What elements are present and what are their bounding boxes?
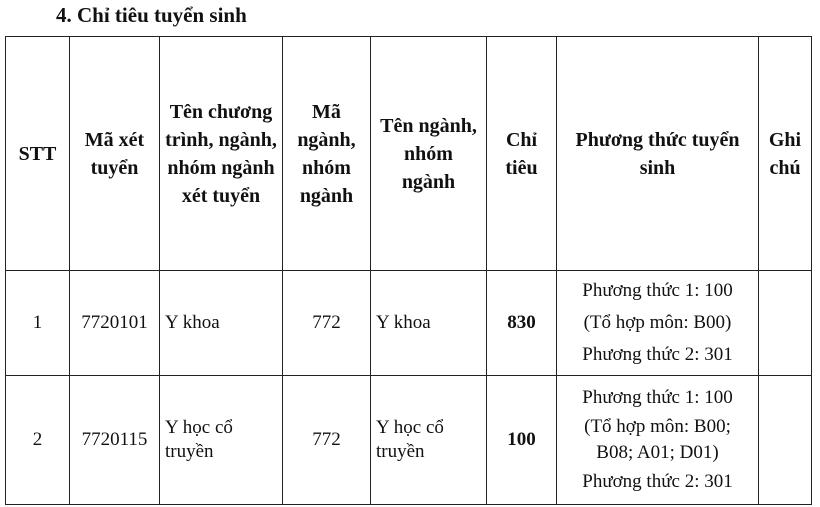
method-line: Phương thức 1: 100 — [582, 387, 733, 408]
header-ma-nganh: Mã ngành, nhóm ngành — [283, 37, 371, 271]
method-line: B08; A01; D01) — [596, 442, 719, 463]
method-line: (Tổ hợp môn: B00) — [583, 312, 732, 333]
cell-ghi-chu — [759, 376, 812, 505]
header-phuong-thuc: Phương thức tuyển sinh — [557, 37, 759, 271]
method-line: Phương thức 2: 301 — [582, 344, 733, 365]
header-ma-xet-tuyen: Mã xét tuyển — [70, 37, 160, 271]
cell-chi-tieu: 830 — [487, 271, 557, 376]
cell-phuong-thuc — [557, 271, 759, 376]
method-line: (Tổ hợp môn: B00; — [584, 416, 731, 437]
cell-stt: 2 — [6, 376, 70, 505]
cell-ghi-chu — [759, 271, 812, 376]
cell-ten-nganh: Y khoa — [371, 271, 487, 376]
method-line: Phương thức 1: 100 — [582, 280, 733, 301]
cell-stt: 1 — [6, 271, 70, 376]
admission-quota-table — [5, 36, 812, 505]
cell-chi-tieu: 100 — [487, 376, 557, 505]
header-ten-chuong-trinh: Tên chương trình, ngành, nhóm ngành xét tuyển — [160, 37, 283, 271]
table-row — [6, 376, 812, 505]
table-header-row — [6, 37, 812, 271]
cell-ten-chuong-trinh: Y khoa — [160, 271, 283, 376]
cell-phuong-thuc — [557, 376, 759, 505]
cell-ma-xet-tuyen: 7720115 — [70, 376, 160, 505]
cell-ma-xet-tuyen: 7720101 — [70, 271, 160, 376]
cell-ten-nganh: Y học cổ truyền — [371, 376, 487, 505]
cell-ma-nganh: 772 — [283, 376, 371, 505]
table-row — [6, 271, 812, 376]
method-line: Phương thức 2: 301 — [582, 471, 733, 492]
cell-ma-nganh: 772 — [283, 271, 371, 376]
header-ten-nganh: Tên ngành, nhóm ngành — [371, 37, 487, 271]
header-ghi-chu: Ghi chú — [759, 37, 812, 271]
section-heading: 4. Chỉ tiêu tuyển sinh — [56, 3, 247, 27]
header-stt: STT — [6, 37, 70, 271]
cell-ten-chuong-trinh: Y học cổ truyền — [160, 376, 283, 505]
header-chi-tieu: Chỉ tiêu — [487, 37, 557, 271]
